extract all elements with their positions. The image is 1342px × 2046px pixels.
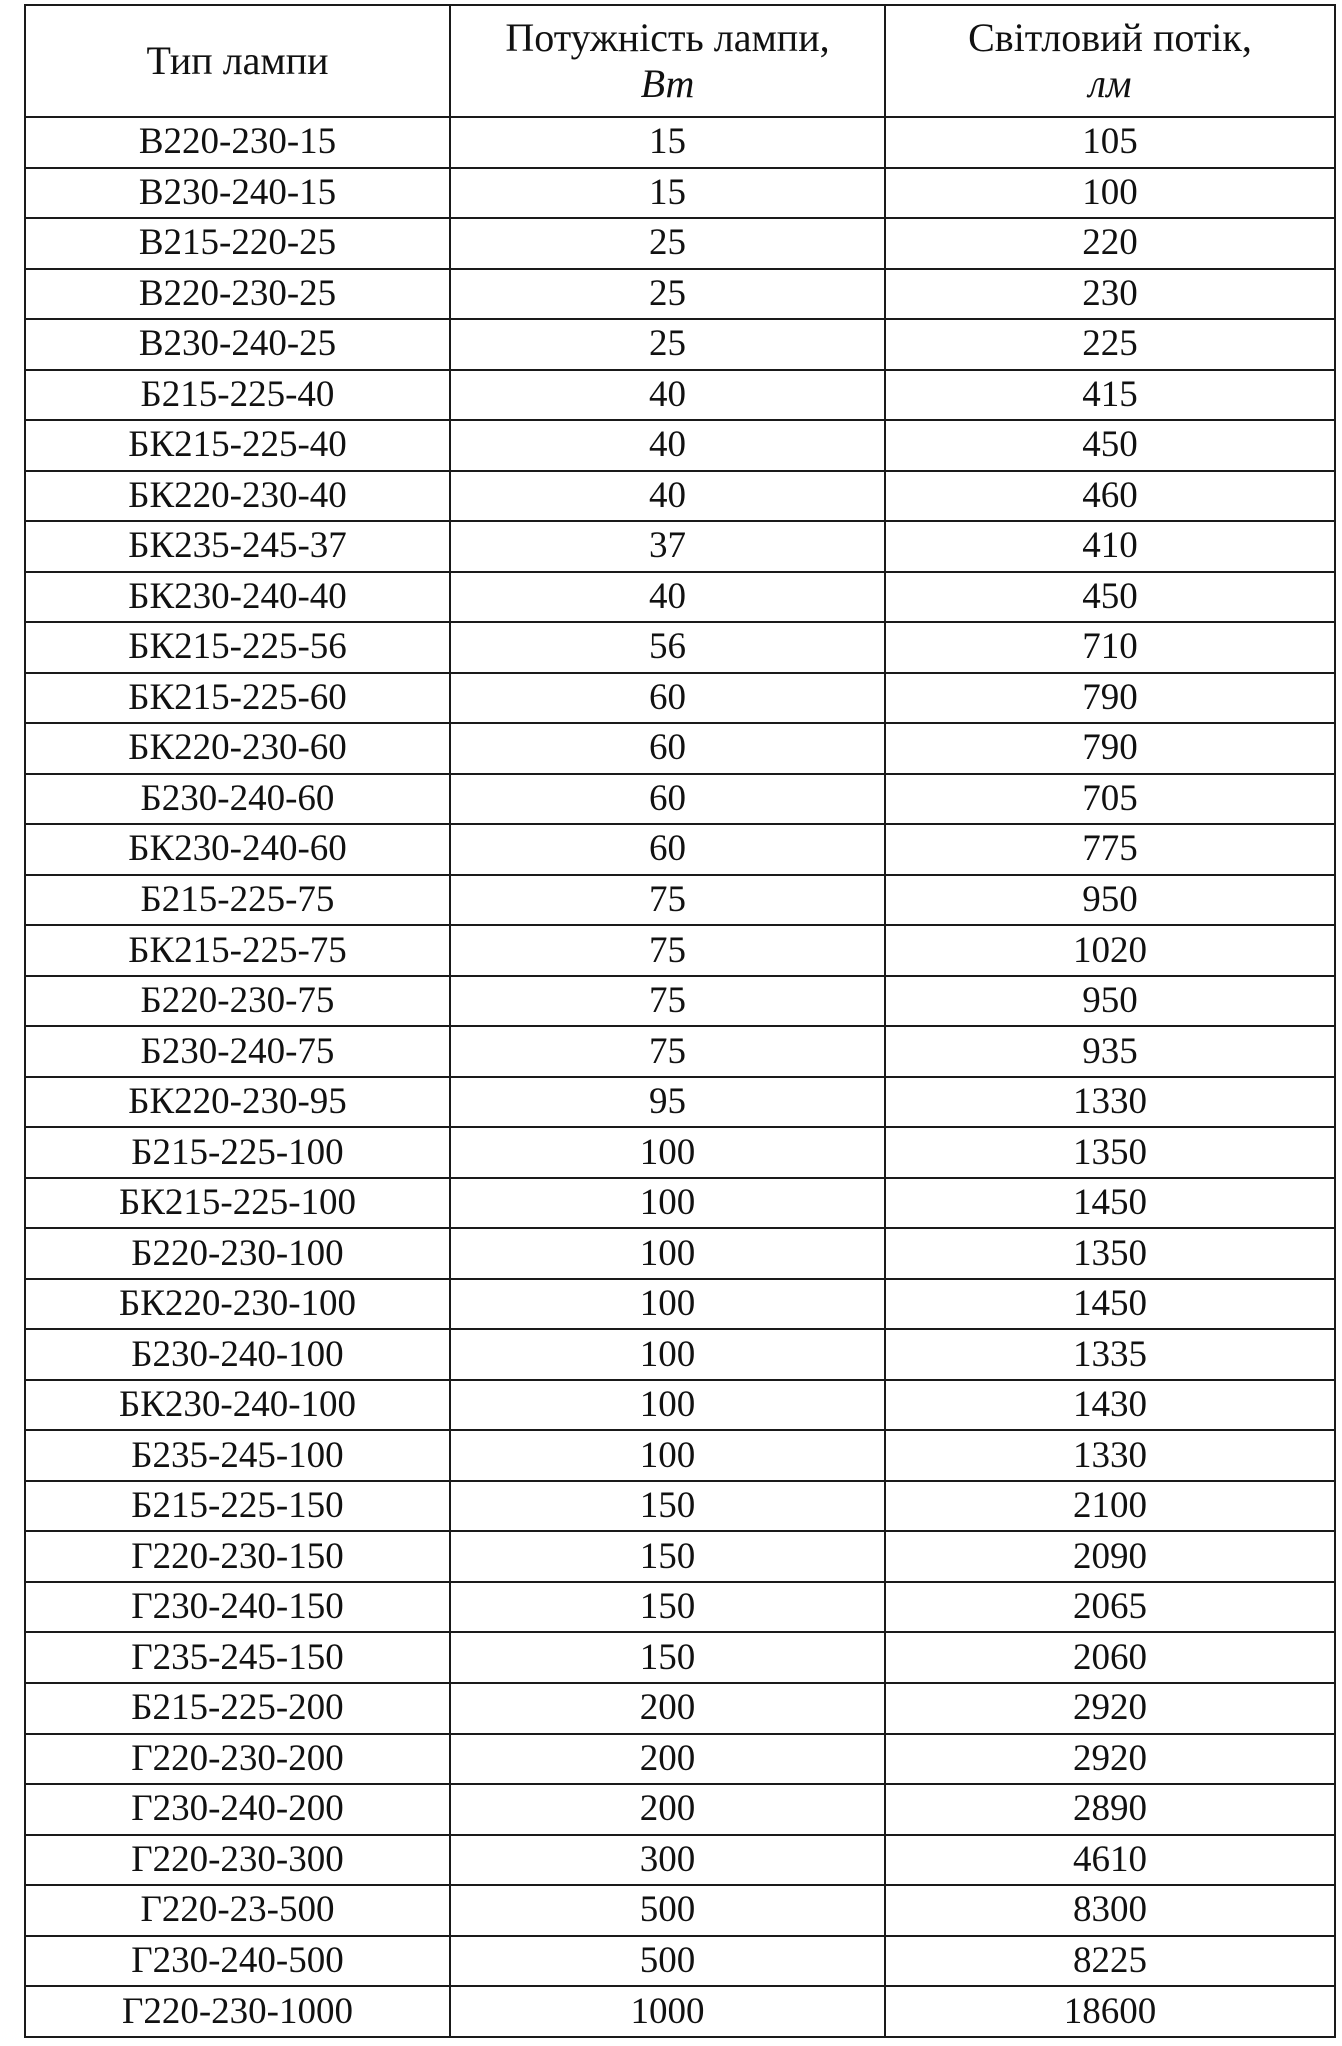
table-row	[25, 1734, 1335, 1785]
lamp-power-cell: 100	[450, 1430, 885, 1481]
lamp-power-cell: 200	[450, 1734, 885, 1785]
lamp-type-cell: Б215-225-75	[25, 875, 450, 926]
lamp-type-cell: Б220-230-75	[25, 976, 450, 1027]
table-row	[25, 572, 1335, 623]
luminous-flux-cell: 18600	[885, 1986, 1335, 2037]
luminous-flux-cell: 935	[885, 1026, 1335, 1077]
table-row	[25, 1885, 1335, 1936]
lamp-power-cell: 60	[450, 723, 885, 774]
luminous-flux-cell: 2060	[885, 1632, 1335, 1683]
lamp-power-cell: 25	[450, 269, 885, 320]
table-row	[25, 723, 1335, 774]
lamp-type-cell: Б235-245-100	[25, 1430, 450, 1481]
lamp-power-cell: 100	[450, 1279, 885, 1330]
luminous-flux-cell: 410	[885, 521, 1335, 572]
header-power-label: Потужність лампи,	[505, 15, 830, 60]
table-row	[25, 1784, 1335, 1835]
luminous-flux-cell: 950	[885, 875, 1335, 926]
luminous-flux-cell: 8300	[885, 1885, 1335, 1936]
luminous-flux-cell: 2090	[885, 1531, 1335, 1582]
lamp-type-cell: Б215-225-200	[25, 1683, 450, 1734]
luminous-flux-cell: 950	[885, 976, 1335, 1027]
lamp-power-cell: 75	[450, 1026, 885, 1077]
lamp-power-cell: 100	[450, 1178, 885, 1229]
luminous-flux-cell: 1450	[885, 1178, 1335, 1229]
lamp-type-cell: Б230-240-60	[25, 774, 450, 825]
luminous-flux-cell: 1330	[885, 1430, 1335, 1481]
table-row	[25, 420, 1335, 471]
table-row	[25, 1380, 1335, 1431]
luminous-flux-cell: 1430	[885, 1380, 1335, 1431]
table-row	[25, 976, 1335, 1027]
lamp-power-cell: 75	[450, 925, 885, 976]
header-flux-unit: лм	[1088, 61, 1132, 106]
lamp-power-cell: 300	[450, 1835, 885, 1886]
lamp-type-cell: БК215-225-75	[25, 925, 450, 976]
lamp-type-cell: Г220-230-300	[25, 1835, 450, 1886]
luminous-flux-cell: 1350	[885, 1127, 1335, 1178]
lamp-type-cell: В215-220-25	[25, 218, 450, 269]
luminous-flux-cell: 450	[885, 572, 1335, 623]
lamp-power-cell: 37	[450, 521, 885, 572]
table-row	[25, 1481, 1335, 1532]
lamp-power-cell: 95	[450, 1077, 885, 1128]
table-row	[25, 471, 1335, 522]
table-row	[25, 521, 1335, 572]
lamp-power-cell: 25	[450, 319, 885, 370]
luminous-flux-cell: 710	[885, 622, 1335, 673]
table-row	[25, 622, 1335, 673]
luminous-flux-cell: 1335	[885, 1329, 1335, 1380]
lamp-type-cell: Б215-225-150	[25, 1481, 450, 1532]
header-lamp-type	[25, 5, 450, 117]
table-row	[25, 319, 1335, 370]
luminous-flux-cell: 1020	[885, 925, 1335, 976]
lamp-type-cell: Б215-225-40	[25, 370, 450, 421]
lamp-power-cell: 500	[450, 1936, 885, 1987]
lamp-type-cell: Б215-225-100	[25, 1127, 450, 1178]
lamp-power-cell: 200	[450, 1784, 885, 1835]
table-row	[25, 218, 1335, 269]
table-row	[25, 1683, 1335, 1734]
lamp-type-cell: В220-230-15	[25, 117, 450, 168]
lamp-power-cell: 40	[450, 572, 885, 623]
lamp-power-cell: 15	[450, 168, 885, 219]
lamp-type-cell: БК215-225-60	[25, 673, 450, 724]
lamp-type-cell: Г220-230-1000	[25, 1986, 450, 2037]
table-row	[25, 1632, 1335, 1683]
table-row	[25, 1026, 1335, 1077]
lamp-type-cell: В220-230-25	[25, 269, 450, 320]
lamp-type-cell: БК220-230-95	[25, 1077, 450, 1128]
lamp-power-cell: 100	[450, 1380, 885, 1431]
luminous-flux-cell: 2920	[885, 1734, 1335, 1785]
lamp-power-cell: 56	[450, 622, 885, 673]
lamp-type-cell: Г220-230-200	[25, 1734, 450, 1785]
lamp-type-cell: БК215-225-56	[25, 622, 450, 673]
luminous-flux-cell: 775	[885, 824, 1335, 875]
luminous-flux-cell: 460	[885, 471, 1335, 522]
table-body	[25, 117, 1335, 2037]
luminous-flux-cell: 225	[885, 319, 1335, 370]
luminous-flux-cell: 230	[885, 269, 1335, 320]
luminous-flux-cell: 2100	[885, 1481, 1335, 1532]
header-luminous-flux	[885, 5, 1335, 117]
luminous-flux-cell: 1350	[885, 1228, 1335, 1279]
lamp-type-cell: БК215-225-40	[25, 420, 450, 471]
table-row	[25, 1835, 1335, 1886]
luminous-flux-cell: 4610	[885, 1835, 1335, 1886]
lamp-type-cell: Г235-245-150	[25, 1632, 450, 1683]
luminous-flux-cell: 8225	[885, 1936, 1335, 1987]
table-row	[25, 117, 1335, 168]
lamp-type-cell: Б220-230-100	[25, 1228, 450, 1279]
table-row	[25, 1127, 1335, 1178]
lamp-type-cell: Г220-230-150	[25, 1531, 450, 1582]
lamp-power-cell: 150	[450, 1531, 885, 1582]
lamp-power-cell: 500	[450, 1885, 885, 1936]
lamp-power-cell: 75	[450, 875, 885, 926]
lamp-power-cell: 150	[450, 1632, 885, 1683]
table-row	[25, 925, 1335, 976]
lamp-type-cell: БК220-230-100	[25, 1279, 450, 1330]
luminous-flux-cell: 105	[885, 117, 1335, 168]
lamp-power-cell: 25	[450, 218, 885, 269]
header-lamp-type-label: Тип лампи	[146, 38, 329, 83]
lamp-power-cell: 1000	[450, 1986, 885, 2037]
lamp-type-cell: Г220-23-500	[25, 1885, 450, 1936]
table-row	[25, 1279, 1335, 1330]
luminous-flux-cell: 2065	[885, 1582, 1335, 1633]
header-power-unit: Вт	[640, 61, 695, 106]
lamp-power-cell: 75	[450, 976, 885, 1027]
lamp-power-cell: 40	[450, 471, 885, 522]
table-row	[25, 774, 1335, 825]
lamp-data-table	[24, 4, 1336, 2038]
lamp-power-cell: 100	[450, 1228, 885, 1279]
luminous-flux-cell: 2920	[885, 1683, 1335, 1734]
lamp-type-cell: БК215-225-100	[25, 1178, 450, 1229]
table-row	[25, 1582, 1335, 1633]
table-row	[25, 1077, 1335, 1128]
table-row	[25, 1228, 1335, 1279]
luminous-flux-cell: 1450	[885, 1279, 1335, 1330]
lamp-power-cell: 15	[450, 117, 885, 168]
luminous-flux-cell: 100	[885, 168, 1335, 219]
lamp-power-cell: 100	[450, 1127, 885, 1178]
lamp-type-cell: Б230-240-75	[25, 1026, 450, 1077]
lamp-type-cell: В230-240-15	[25, 168, 450, 219]
lamp-power-cell: 150	[450, 1481, 885, 1532]
table-row	[25, 1986, 1335, 2037]
header-lamp-power	[450, 5, 885, 117]
table-row	[25, 269, 1335, 320]
luminous-flux-cell: 790	[885, 673, 1335, 724]
table-row	[25, 673, 1335, 724]
lamp-power-cell: 60	[450, 824, 885, 875]
table-header-row	[25, 5, 1335, 117]
luminous-flux-cell: 1330	[885, 1077, 1335, 1128]
lamp-type-cell: БК220-230-40	[25, 471, 450, 522]
lamp-type-cell: БК230-240-40	[25, 572, 450, 623]
lamp-power-cell: 60	[450, 774, 885, 825]
lamp-type-cell: Б230-240-100	[25, 1329, 450, 1380]
table-row	[25, 1430, 1335, 1481]
table-row	[25, 1329, 1335, 1380]
table-row	[25, 824, 1335, 875]
table-row	[25, 1936, 1335, 1987]
luminous-flux-cell: 415	[885, 370, 1335, 421]
lamp-power-cell: 150	[450, 1582, 885, 1633]
header-flux-label: Світловий потік,	[968, 15, 1252, 60]
table-row	[25, 875, 1335, 926]
luminous-flux-cell: 2890	[885, 1784, 1335, 1835]
lamp-power-cell: 40	[450, 370, 885, 421]
lamp-type-cell: БК235-245-37	[25, 521, 450, 572]
table-row	[25, 1178, 1335, 1229]
lamp-type-cell: БК220-230-60	[25, 723, 450, 774]
table-row	[25, 168, 1335, 219]
lamp-type-cell: В230-240-25	[25, 319, 450, 370]
lamp-type-cell: Г230-240-500	[25, 1936, 450, 1987]
luminous-flux-cell: 790	[885, 723, 1335, 774]
table-row	[25, 370, 1335, 421]
lamp-type-cell: Г230-240-200	[25, 1784, 450, 1835]
lamp-power-cell: 60	[450, 673, 885, 724]
lamp-type-cell: Г230-240-150	[25, 1582, 450, 1633]
lamp-power-cell: 100	[450, 1329, 885, 1380]
table-row	[25, 1531, 1335, 1582]
luminous-flux-cell: 705	[885, 774, 1335, 825]
lamp-power-cell: 40	[450, 420, 885, 471]
lamp-type-cell: БК230-240-100	[25, 1380, 450, 1431]
lamp-power-cell: 200	[450, 1683, 885, 1734]
luminous-flux-cell: 220	[885, 218, 1335, 269]
luminous-flux-cell: 450	[885, 420, 1335, 471]
lamp-type-cell: БК230-240-60	[25, 824, 450, 875]
